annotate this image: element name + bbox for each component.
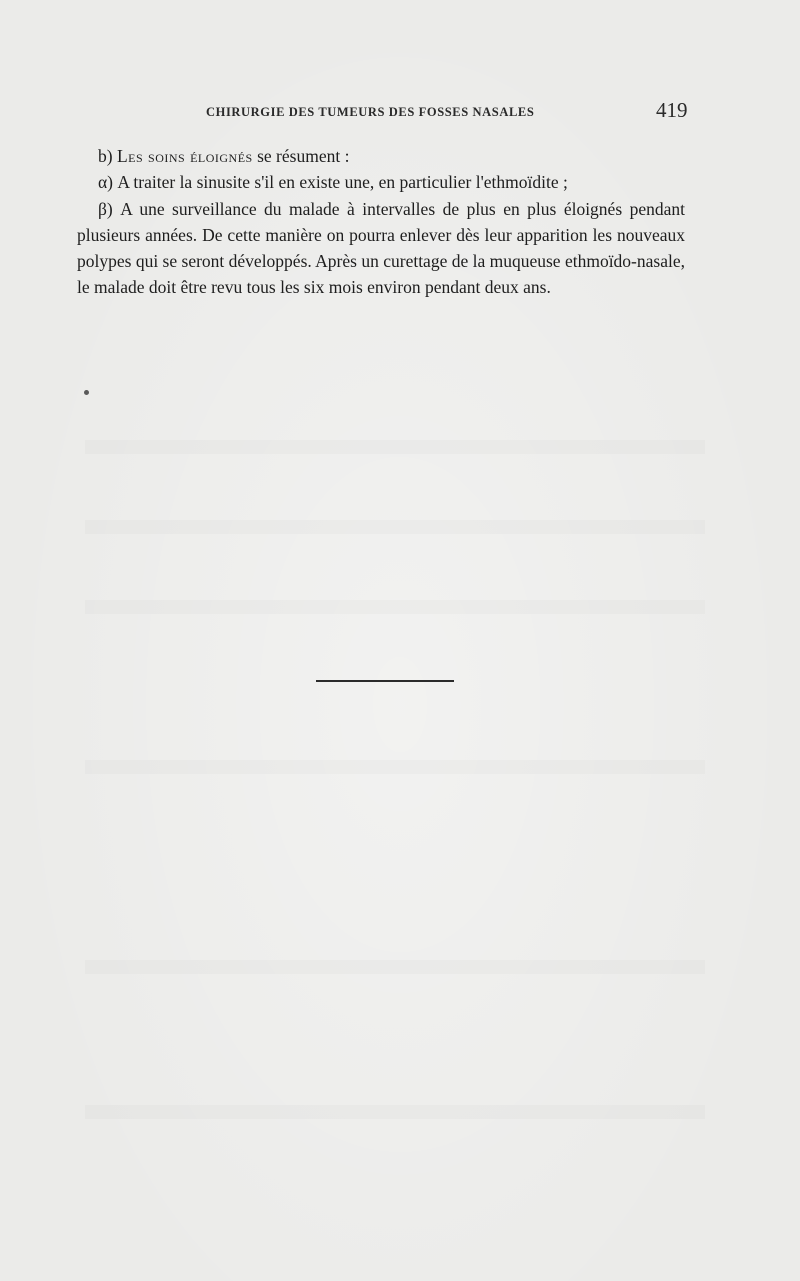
page-number: 419 (656, 98, 688, 122)
body-text (77, 143, 685, 301)
show-through-text (85, 520, 705, 534)
paragraph-text: se résument : (257, 146, 350, 166)
ink-speck (84, 390, 89, 395)
show-through-text (85, 440, 705, 454)
show-through-text (85, 600, 705, 614)
small-caps-heading: Les soins éloignés (116, 146, 253, 166)
paragraph-soins (77, 143, 685, 169)
running-head: CHIRURGIE DES TUMEURS DES FOSSES NASALES (206, 105, 535, 119)
paragraph-label: b) (98, 146, 113, 166)
paragraph-alpha: α) A traiter la sinusite s'il en existe une, en particulier l'ethmoïdite ; (98, 172, 568, 193)
show-through-text (85, 760, 705, 774)
show-through-text (85, 960, 705, 974)
section-end-rule (316, 680, 454, 682)
show-through-text (85, 1105, 705, 1119)
paragraph-beta: β) A une surveillance du malade à intervalles de plus en plus éloignés pendant plusieurs années. De cette manière on pourra enlever dès leur apparition les nouveaux polypes qui se seront développés. Après un curettage de la muqueuse ethmoïdo-nasale, le malade doit être revu tous les six mois environ pendant deux ans. (77, 198, 685, 298)
